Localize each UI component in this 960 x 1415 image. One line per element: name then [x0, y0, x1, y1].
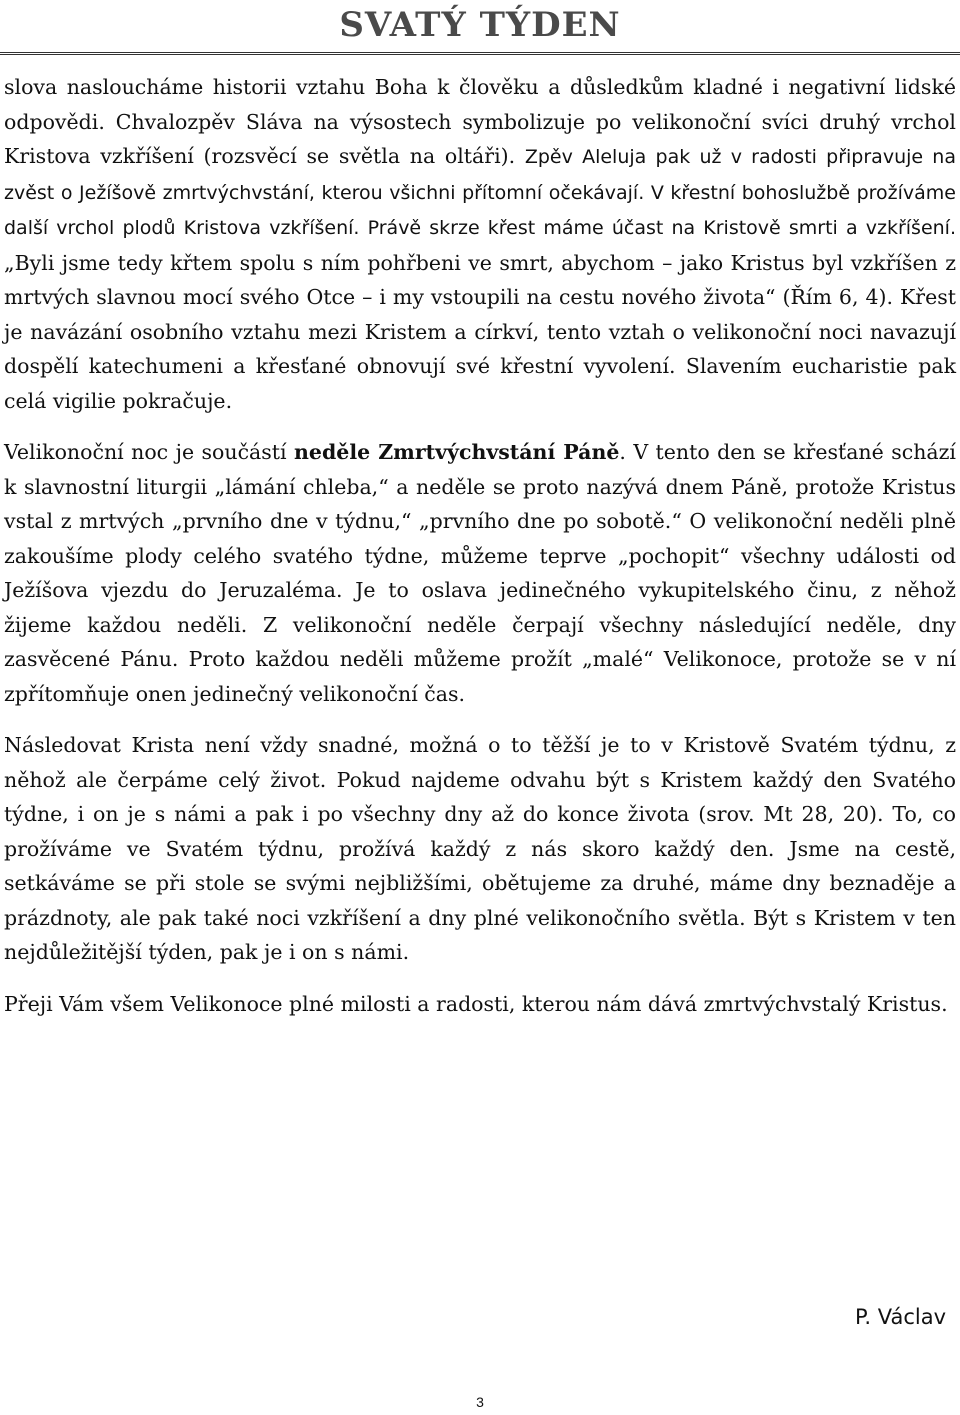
page-title: SVATÝ TÝDEN: [339, 5, 621, 45]
signature: P. Václav: [854, 1305, 946, 1329]
paragraph-1-part-2: Zpěv Aleluja pak už v radosti připravuje na zvěst o Ježíšově zmrtvýchvstání, kterou všichni přítomní očekávají. V křestní bohoslužbě prožíváme další vrchol plodů Kristova vzkříšení. Právě skrze křest máme účast na Kristově smrti a vzkříšení.: [4, 146, 956, 239]
paragraph-1-part-3: „Byli jsme tedy křtem spolu s ním pohřbeni ve smrt, abychom – jako Kristus byl vzkříšen z mrtvých slavnou mocí svého Otce – i my vstoupili na cestu nového života“ (Řím 6, 4). Křest je navázání osobního vztahu mezi Kristem a církví, tento vztah o velikonoční noci navazují dospělí katechumeni a křesťané obnovují své křestní vyvolení. Slavením eucharistie pak celá vigilie pokračuje.: [4, 250, 956, 413]
paragraph-1-part-1: slova nasloucháme historii vztahu Boha k člověku a důsledkům kladné i negativní lidské odpovědi. Chvalozpěv Sláva na výsostech symbolizuje po velikonoční svíci druhý vrchol Kristova vzkříšení (rozsvěcí se světla na oltáři).: [4, 75, 956, 168]
paragraph-2: [4, 435, 956, 711]
page-number: 3: [476, 1394, 484, 1410]
paragraph-2-emphasis: neděle Zmrtvýchvstání Páně: [294, 440, 620, 464]
title-rule: [0, 52, 960, 55]
paragraph-2-before: Velikonoční noc je součástí: [4, 440, 295, 464]
paragraph-3: Následovat Krista není vždy snadné, možná o to těžší je to v Kristově Svatém týdnu, z něhož ale čerpáme celý život. Pokud najdeme odvahu být s Kristem každý den Svatého týdne, i on je s námi a pak i po všechny dny až do konce života (srov. Mt 28, 20). To, co prožíváme ve Svatém týdnu, prožívá každý z nás skoro každý den. Jsme na cestě, setkáváme se při stole se svými nejbližšími, obětujeme za druhé, máme dny beznaděje a prázdnoty, ale pak také noci vzkříšení a dny plné velikonočního světla. Být s Kristem v ten nejdůležitější týden, pak je i on s námi.: [4, 733, 956, 964]
article-body: [4, 70, 956, 1038]
paragraph-2-after: . V tento den se křesťané schází k slavnostní liturgii „lámání chleba,“ a neděle se proto nazývá dnem Páně, protože Kristus vstal z mrtvých „prvního dne v týdnu,“ „prvního dne po sobotě.“ O velikonoční neděli plně zakoušíme plody celého svatého týdne, můžeme teprve „pochopit“ všechny události od Ježíšova vjezdu do Jeruzaléma. Je to oslava jedinečného vykupitelského činu, z něhož žijeme každou neděli. Z velikonoční neděle čerpají všechny následující neděle, dny zasvěcené Pánu. Proto každou neděli můžeme prožít „malé“ Velikonoce, protože se v ní zpřítomňuje onen jedinečný velikonoční čas.: [4, 440, 956, 706]
paragraph-4: Přeji Vám všem Velikonoce plné milosti a radosti, kterou nám dává zmrtvýchvstalý Kristus.: [4, 991, 948, 1016]
paragraph-1: [4, 70, 956, 418]
